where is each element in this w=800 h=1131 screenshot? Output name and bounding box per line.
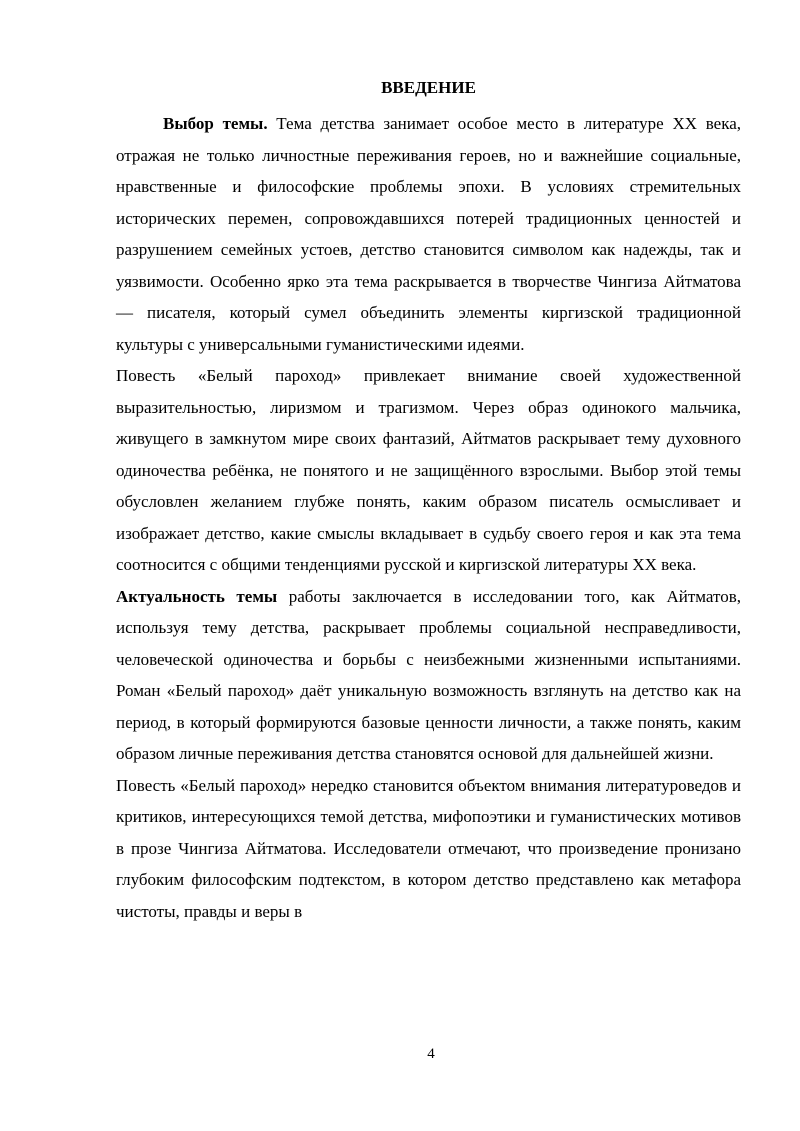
paragraph-text: Тема детства занимает особое место в литературе XX века, отражая не только личностные переживания героев, но и важнейшие социальные, нравственные и философские проблемы эпохи. В условиях стремительных исторических перемен, сопровождавшихся потерей традиционных ценностей и разрушением семейных устоев, детство становится символом как надежды, так и уязвимости. Особенно ярко эта тема раскрывается в творчестве Чингиза Айтматова — писателя, который сумел объединить элементы киргизской традиционной культуры с универсальными гуманистическими идеями. xyxy=(116,114,741,354)
paragraph-text: Повесть «Белый пароход» привлекает внимание своей художественной выразительностью, лиризмом и трагизмом. Через образ одинокого мальчика, живущего в замкнутом мире своих фантазий, Айтматов раскрывает тему духовного одиночества ребёнка, не понятого и не защищённого взрослыми. Выбор этой темы обусловлен желанием глубже понять, каким образом писатель осмысливает и изображает детство, какие смыслы вкладывает в судьбу своего героя и как эта тема соотносится с общими тенденциями русской и киргизской литературы XX века. xyxy=(116,366,741,574)
section-title: ВВЕДЕНИЕ xyxy=(381,78,476,97)
page-number: 4 xyxy=(427,1046,435,1062)
paragraph-white-steamship xyxy=(116,360,741,581)
paragraph-research xyxy=(116,770,741,928)
paragraph-relevance xyxy=(116,581,741,770)
paragraph-text: работы заключается в исследовании того, как Айтматов, используя тему детства, раскрывает проблемы социальной несправедливости, человеческой одиночества и борьбы с неизбежными жизненными испытаниями. Роман «Белый пароход» даёт уникальную возможность взглянуть на детство как на период, в который формируются базовые ценности личности, а также понять, каким образом личные переживания детства становятся основой для дальнейшей жизни. xyxy=(116,586,741,763)
paragraph-topic-choice xyxy=(116,108,741,360)
paragraph-text: Повесть «Белый пароход» нередко становится объектом внимания литературоведов и критиков, интересующихся темой детства, мифопоэтики и гуманистических мотивов в прозе Чингиза Айтматова. Исследователи отмечают, что произведение пронизано глубоким философским подтекстом, в котором детство представлено как метафора чистоты, правды и веры в xyxy=(116,775,741,921)
paragraph-lead: Актуальность темы xyxy=(116,586,278,606)
paragraph-lead: Выбор темы. xyxy=(163,114,268,133)
page-content xyxy=(116,68,741,927)
